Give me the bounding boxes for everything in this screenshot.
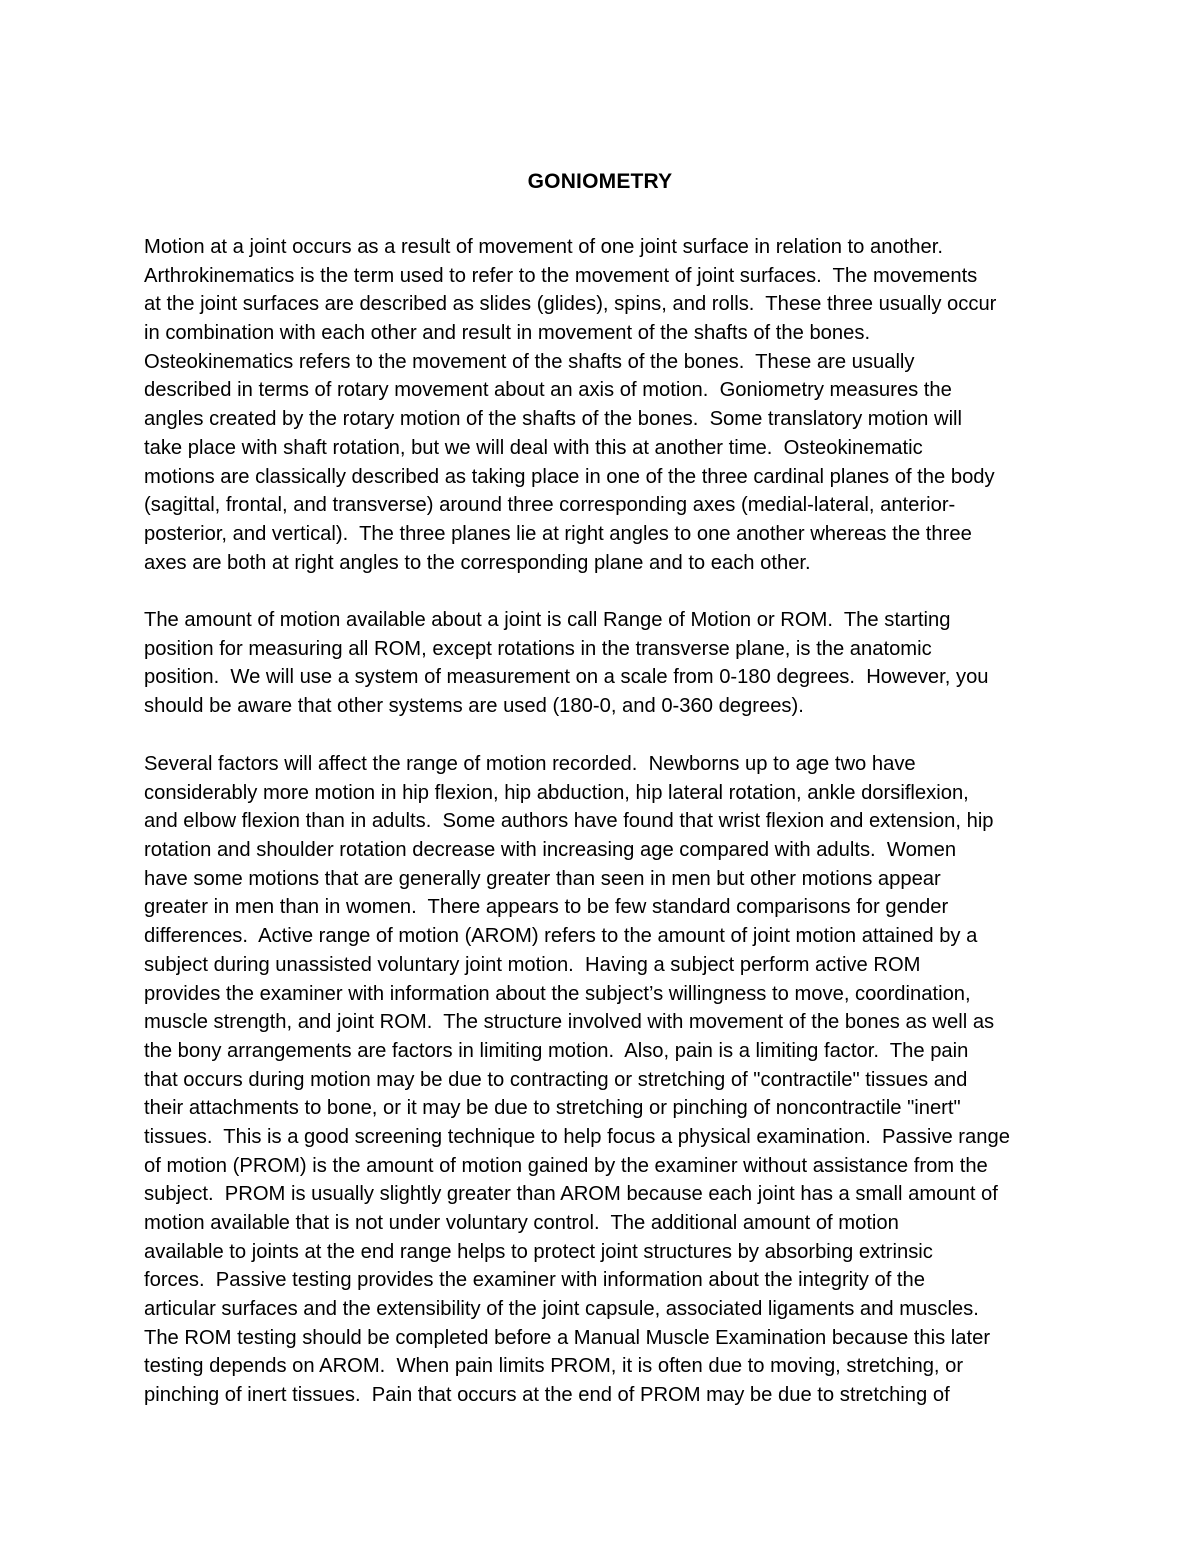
text-line: testing depends on AROM. When pain limits PROM, it is often due to moving, stretching, or	[144, 1355, 964, 1378]
paragraph-2	[144, 606, 1084, 721]
text-line: provides the examiner with information about the subject’s willingness to move, coordination,	[144, 982, 971, 1005]
text-line: Osteokinematics refers to the movement of the shafts of the bones. These are usually	[144, 350, 915, 373]
text-line: rotation and shoulder rotation decrease with increasing age compared with adults. Women	[144, 839, 957, 862]
text-line: motion available that is not under voluntary control. The additional amount of motion	[144, 1212, 899, 1234]
text-line: and elbow flexion than in adults. Some authors have found that wrist flexion and extension, hip	[144, 810, 994, 833]
text-line: The amount of motion available about a joint is call Range of Motion or ROM. The starting	[144, 609, 951, 631]
text-line: take place with shaft rotation, but we will deal with this at another time. Osteokinematic	[144, 436, 923, 459]
text-line: (sagittal, frontal, and transverse) around three corresponding axes (medial-lateral, anterior-	[144, 494, 956, 517]
text-line: The ROM testing should be completed before a Manual Muscle Examination because this later	[144, 1326, 991, 1349]
paragraph-1	[144, 233, 1084, 577]
text-line: Motion at a joint occurs as a result of movement of one joint surface in relation to another.	[144, 236, 943, 258]
text-line: greater in men than in women. There appears to be few standard comparisons for gender	[144, 896, 949, 919]
text-line: angles created by the rotary motion of the shafts of the bones. Some translatory motion will	[144, 408, 963, 431]
text-line: of motion (PROM) is the amount of motion gained by the examiner without assistance from the	[144, 1154, 988, 1177]
text-line: axes are both at right angles to the corresponding plane and to each other.	[144, 551, 811, 574]
text-line: subject during unassisted voluntary joint motion. Having a subject perform active ROM	[144, 953, 921, 976]
document-title: GONIOMETRY	[527, 170, 673, 193]
text-line: Arthrokinematics is the term used to refer to the movement of joint surfaces. The movements	[144, 264, 978, 287]
text-line: position. We will use a system of measurement on a scale from 0-180 degrees. However, you	[144, 666, 989, 689]
text-line: the bony arrangements are factors in limiting motion. Also, pain is a limiting factor. The pain	[144, 1039, 969, 1062]
text-line: tissues. This is a good screening technique to help focus a physical examination. Passive range	[144, 1125, 1010, 1148]
text-line: subject. PROM is usually slightly greater than AROM because each joint has a small amount of	[144, 1183, 998, 1206]
text-line: described in terms of rotary movement about an axis of motion. Goniometry measures the	[144, 379, 952, 402]
text-line: should be aware that other systems are used (180-0, and 0-360 degrees).	[144, 695, 804, 718]
text-line: in combination with each other and result in movement of the shafts of the bones.	[144, 322, 871, 345]
text-line: muscle strength, and joint ROM. The structure involved with movement of the bones as well as	[144, 1011, 995, 1034]
text-line: their attachments to bone, or it may be due to stretching or pinching of noncontractile "inert"	[144, 1097, 961, 1120]
text-line: articular surfaces and the extensibility of the joint capsule, associated ligaments and muscles.	[144, 1298, 979, 1321]
paragraph-3	[144, 750, 1084, 1410]
text-line: Several factors will affect the range of motion recorded. Newborns up to age two have	[144, 753, 916, 775]
text-line: at the joint surfaces are described as slides (glides), spins, and rolls. These three usually occur	[144, 293, 997, 316]
text-line: position for measuring all ROM, except rotations in the transverse plane, is the anatomic	[144, 637, 932, 660]
text-line: considerably more motion in hip flexion, hip abduction, hip lateral rotation, ankle dorsiflexion,	[144, 781, 969, 804]
text-line: forces. Passive testing provides the examiner with information about the integrity of the	[144, 1269, 925, 1292]
text-line: that occurs during motion may be due to contracting or stretching of "contractile" tissues and	[144, 1068, 968, 1091]
text-line: pinching of inert tissues. Pain that occurs at the end of PROM may be due to stretching of	[144, 1384, 950, 1407]
text-line: differences. Active range of motion (AROM) refers to the amount of joint motion attained by a	[144, 925, 978, 948]
text-line: have some motions that are generally greater than seen in men but other motions appear	[144, 867, 941, 890]
text-line: posterior, and vertical). The three planes lie at right angles to one another whereas the three	[144, 522, 972, 545]
text-line: available to joints at the end range helps to protect joint structures by absorbing extrinsic	[144, 1240, 933, 1263]
text-line: motions are classically described as taking place in one of the three cardinal planes of the body	[144, 465, 995, 488]
